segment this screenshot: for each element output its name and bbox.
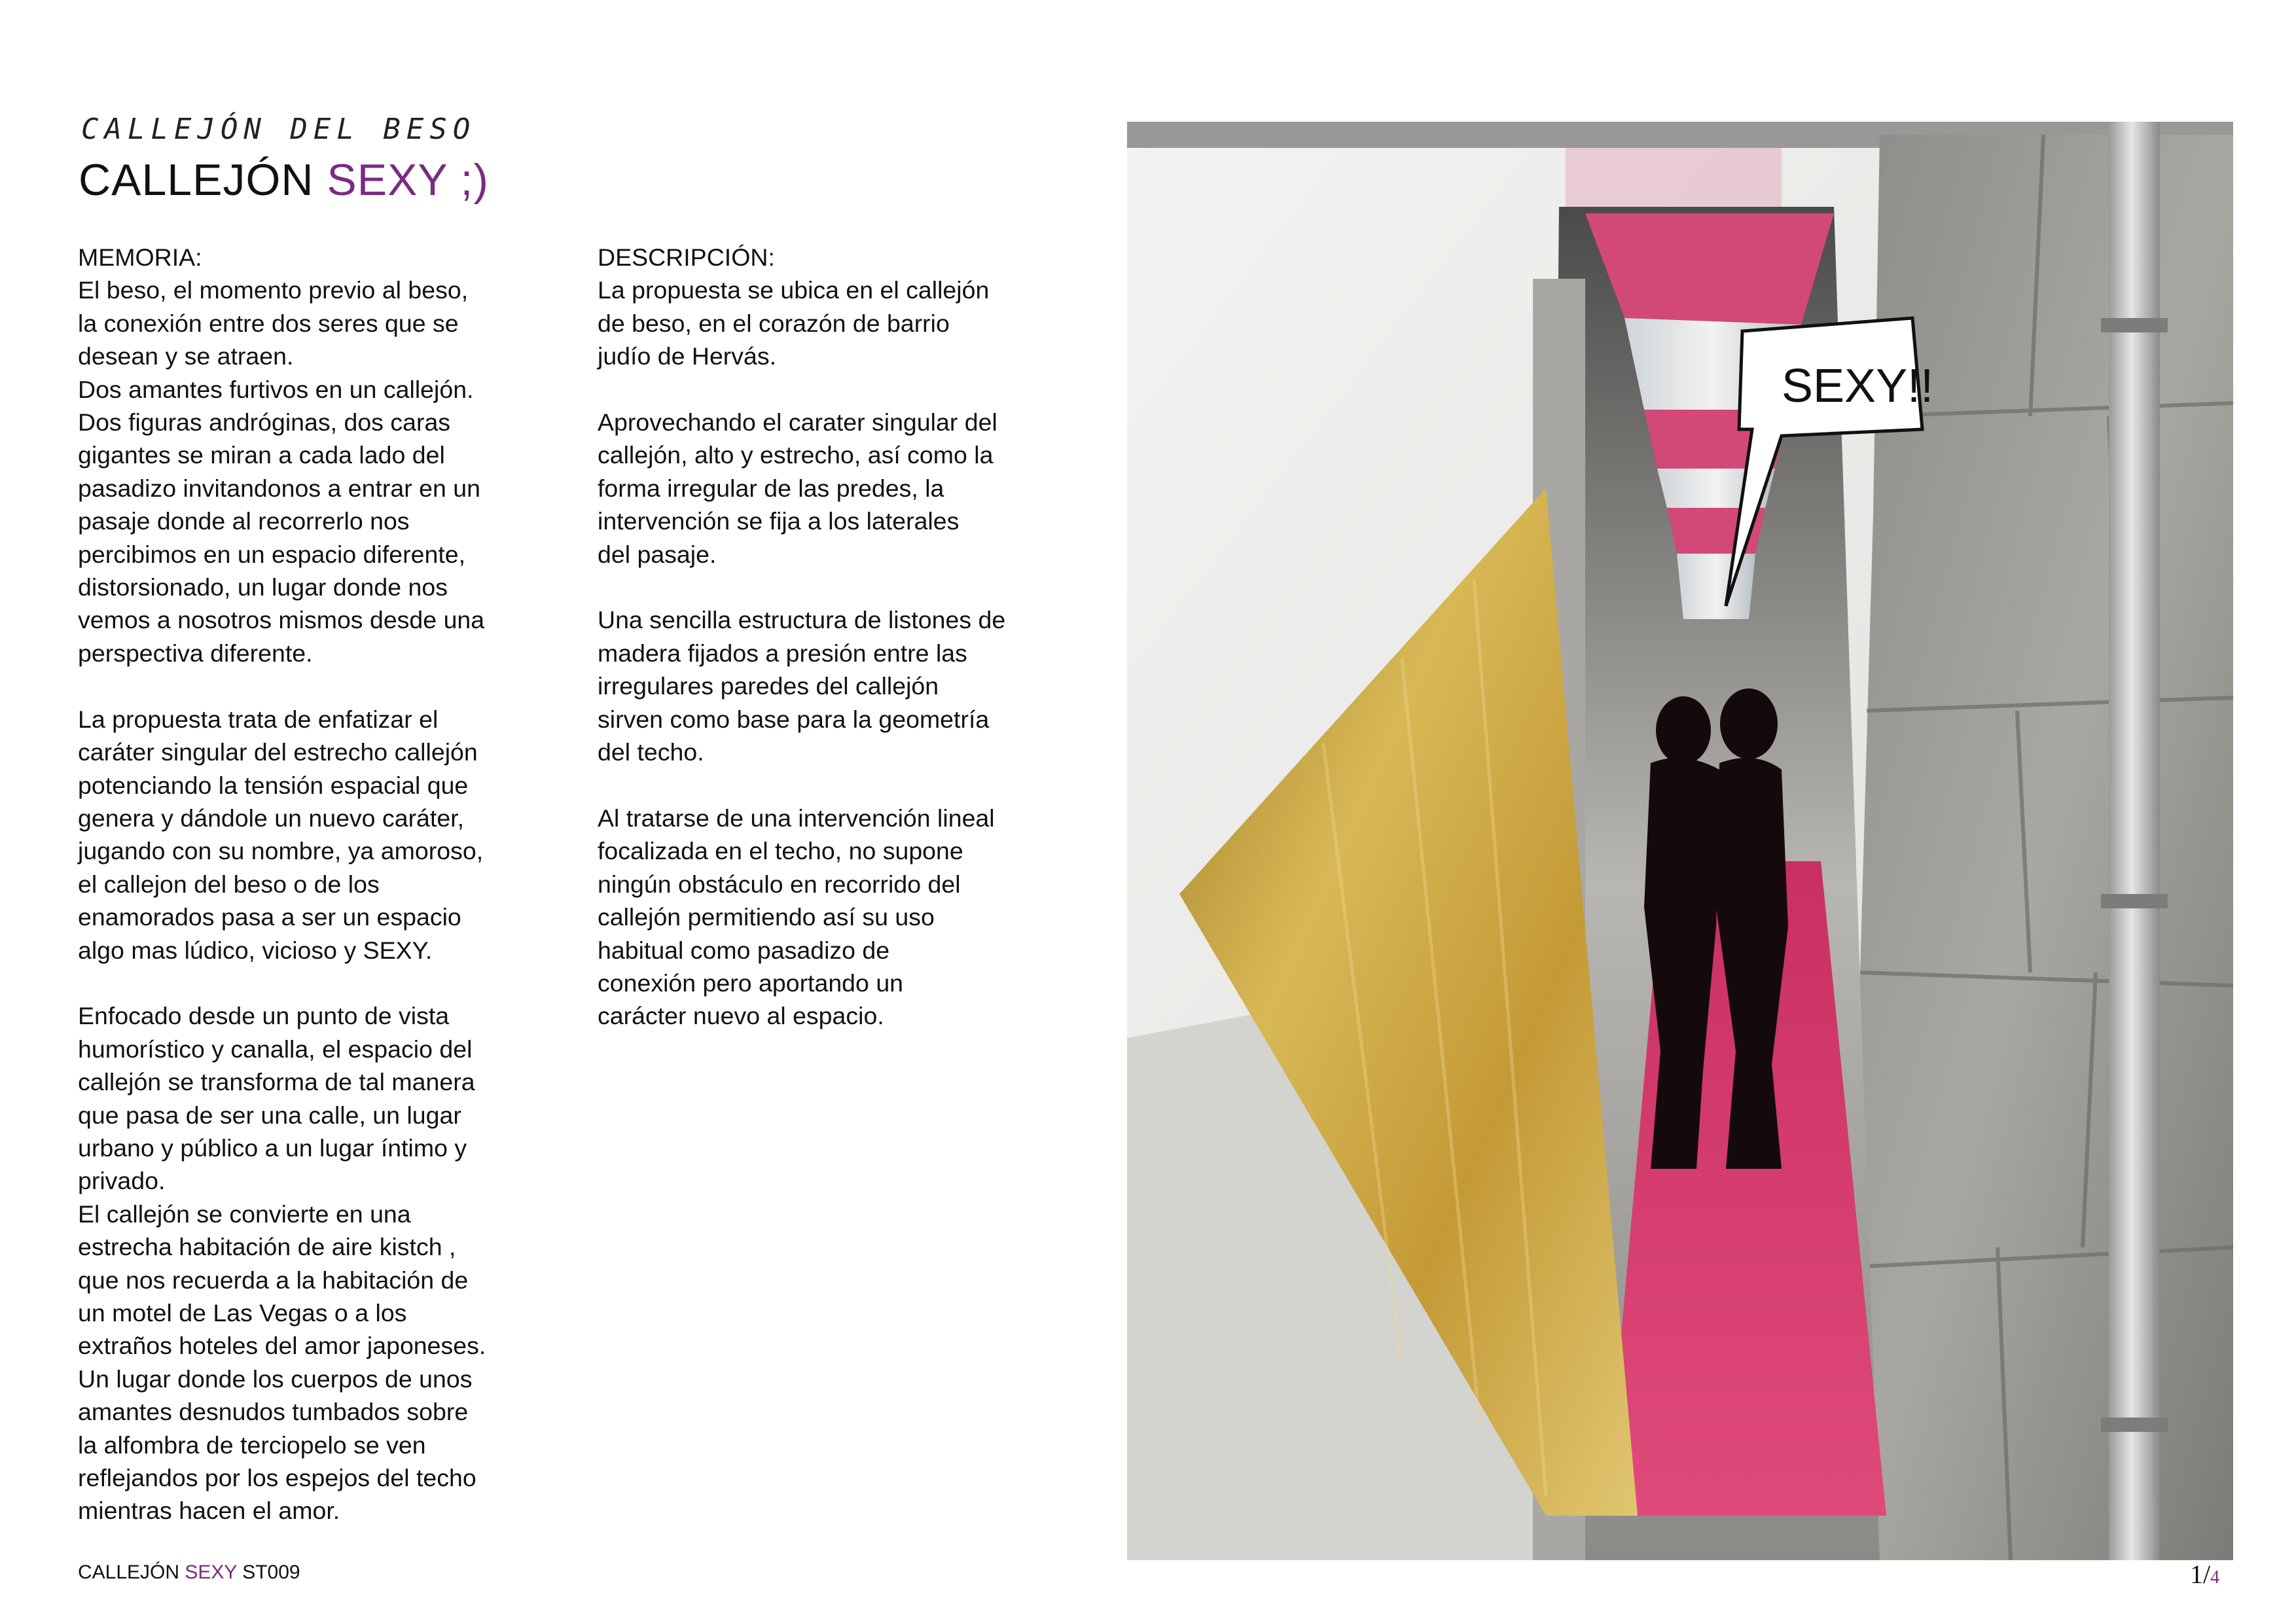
page-total: 4 xyxy=(2210,1567,2220,1588)
memoria-heading: MEMORIA: xyxy=(78,243,202,271)
page-number xyxy=(2190,1559,2219,1590)
alley-render-image xyxy=(1127,122,2233,1560)
descripcion-text: La propuesta se ubica en el callejón de beso, en el corazón de barrio judío de Hervás. Aprovechando el carater singular del callejón, alto y estrecho, así como la forma irregular de las predes, la intervención se fija a los laterales del pasaje. Una sencilla estructura de listones de madera fijados a presión entre las irregulares paredes del callejón sirven como base para la geometría del techo. Al tratarse de una intervención lineal focalizada en el techo, no supone ningún obstáculo en recorrido del callejón permitiendo así su uso habitual como pasadizo de conexión pero aportando un carácter nuevo al espacio. xyxy=(598,276,1006,1030)
descripcion-heading: DESCRIPCIÓN: xyxy=(598,243,775,271)
document-subtitle: CALLEJÓN DEL BESO xyxy=(81,113,476,146)
footer-code: ST009 xyxy=(236,1561,300,1583)
footer-main: CALLEJÓN xyxy=(78,1561,185,1583)
drain-pipe xyxy=(2109,122,2160,1560)
descripcion-column xyxy=(598,241,1069,1033)
memoria-column xyxy=(78,241,536,1527)
footer-label xyxy=(78,1561,300,1584)
memoria-text: El beso, el momento previo al beso, la conexión entre dos seres que se desean y se atraen. Dos amantes furtivos en un callejón. Dos figuras andróginas, dos caras gigantes se miran a cada lado del pasadizo invitandonos a entrar en un pasaje donde al recorrerlo nos percibimos en un espacio diferente, distorsionado, un lugar donde nos vemos a nosotros mismos desde una perspectiva diferente. La propuesta trata de enfatizar el caráter singular del estrecho callejón potenciando la tensión espacial que genera y dándole un nuevo caráter, jugando con su nombre, ya amoroso, el callejon del beso o de los enamorados pasa a ser un espacio algo mas lúdico, vicioso y SEXY. Enfocado desde un punto de vista humorístico y canalla, el espacio del callejón se transforma de tal manera que pasa de ser una calle, un lugar urbano y público a un lugar íntimo y privado. El callejón se convierte en una estrecha habitación de aire kistch , que nos recuerda a la habitación de un motel de Las Vegas o a los extraños hoteles del amor japoneses. Un lugar donde los cuerpos de unos amantes desnudos tumbados sobre la alfombra de terciopelo se ven reflejandos por los espejos del techo mientras hacen el amor. xyxy=(78,276,486,1525)
title-main: CALLEJÓN xyxy=(79,155,327,205)
document-title xyxy=(79,154,489,205)
page-current: 1/ xyxy=(2190,1560,2211,1589)
title-accent: SEXY ;) xyxy=(327,155,489,205)
speech-bubble-text: SEXY!! xyxy=(1782,360,1934,412)
footer-accent: SEXY xyxy=(185,1561,237,1583)
